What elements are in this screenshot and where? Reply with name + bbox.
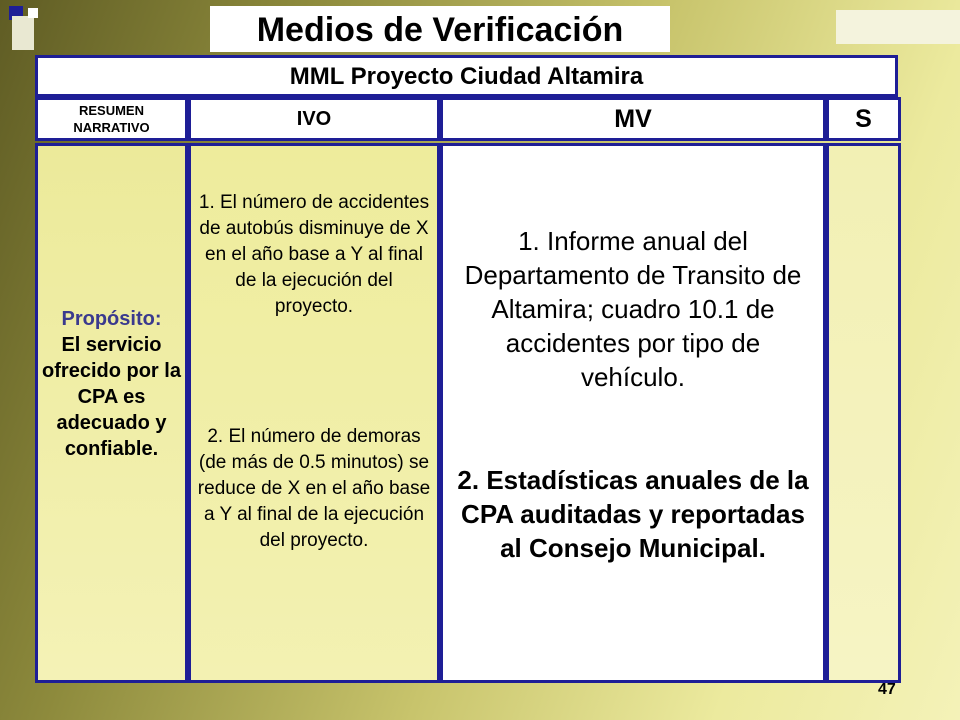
corner-square-light <box>12 16 34 50</box>
cell-resumen-narrativo <box>35 143 188 683</box>
header-ivo <box>188 97 440 141</box>
ivo-indicator-2: 2. El número de demoras (de más de 0.5 minutos) se reduce de X en el año base a Y al final de la ejecución del proyecto. <box>197 426 431 551</box>
ivo-indicator-1: 1. El número de accidentes de autobús disminuye de X en el año base a Y al final de la ejecución del proyecto. <box>198 192 430 317</box>
cell-ivo <box>188 143 440 683</box>
header-resumen-narrativo <box>35 97 188 141</box>
header-s <box>826 97 901 141</box>
top-right-highlight <box>836 10 960 44</box>
header-resumen-label: RESUMEN NARRATIVO <box>73 103 150 135</box>
purpose-label: Propósito: <box>61 308 162 330</box>
purpose-block <box>38 306 185 462</box>
table-title: MML Proyecto Ciudad Altamira <box>35 55 898 97</box>
header-ivo-label: IVO <box>296 107 332 130</box>
corner-square-white <box>28 8 38 18</box>
purpose-text: El servicio ofrecido por la CPA es adecuado y confiable. <box>42 334 181 460</box>
mv-item-1: 1. Informe anual del Departamento de Transito de Altamira; cuadro 10.1 de accidentes por tipo de vehículo. <box>464 226 802 392</box>
page-number: 47 <box>878 681 896 698</box>
header-mv <box>440 97 826 141</box>
mv-item-2: 2. Estadísticas anuales de la CPA auditadas y reportadas al Consejo Municipal. <box>457 465 809 563</box>
header-s-label: S <box>855 104 872 133</box>
header-mv-label: MV <box>614 104 652 133</box>
cell-mv <box>440 143 826 683</box>
cell-s <box>826 143 901 683</box>
slide-title: Medios de Verificación <box>210 6 670 52</box>
